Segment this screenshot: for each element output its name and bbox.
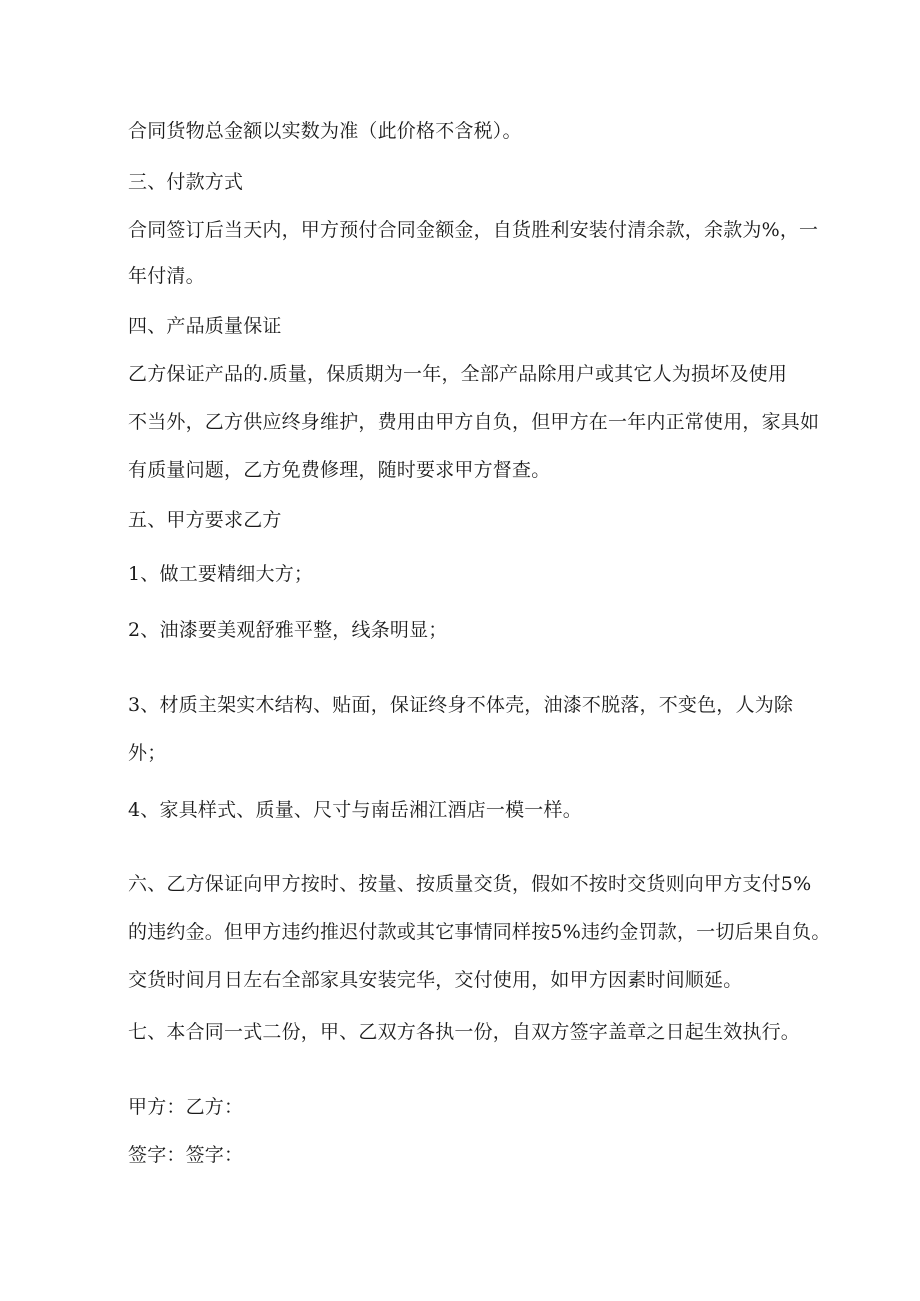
paragraph-total-amount: 合同货物总金额以实数为准（此价格不含税）。 <box>128 120 522 142</box>
heading-payment-method: 三、付款方式 <box>128 171 244 193</box>
paragraph-quality-line-2: 不当外，乙方供应终身维护，费用由甲方自负，但甲方在一年内正常使用，家具如 <box>128 411 820 433</box>
heading-requirements: 五、甲方要求乙方 <box>128 509 282 531</box>
paragraph-delivery-line-2: 的违约金。但甲方违约推迟付款或其它事情同样按5%违约金罚款，一切后果自负。 <box>128 921 831 943</box>
paragraph-payment-line-1: 合同签订后当天内，甲方预付合同金额金，自货胜利安装付清余款，余款为%，一 <box>128 219 819 241</box>
paragraph-delivery-line-1: 六、乙方保证向甲方按时、按量、按质量交货，假如不按时交货则向甲方支付5% <box>128 873 812 895</box>
signature-labels: 签字：签字： <box>128 1144 244 1166</box>
requirement-item-4: 4、家具样式、质量、尺寸与南岳湘江酒店一模一样。 <box>128 799 582 821</box>
paragraph-quality-line-3: 有质量问题，乙方免费修理，随时要求甲方督查。 <box>128 459 551 481</box>
requirement-item-3-line-1: 3、材质主架实木结构、贴面，保证终身不体壳，油漆不脱落，不变色，人为除 <box>128 694 794 716</box>
paragraph-quality-line-1: 乙方保证产品的.质量，保质期为一年，全部产品除用户或其它人为损坏及使用 <box>128 363 788 385</box>
requirement-item-3-line-2: 外； <box>128 742 167 764</box>
requirement-item-1: 1、做工要精细大方； <box>128 563 314 585</box>
paragraph-delivery-line-3: 交货时间月日左右全部家具安装完华，交付使用，如甲方因素时间顺延。 <box>128 969 743 991</box>
requirement-item-2: 2、油漆要美观舒雅平整，线条明显； <box>128 619 448 641</box>
paragraph-payment-line-2: 年付清。 <box>128 265 205 287</box>
party-labels: 甲方：乙方： <box>128 1096 244 1118</box>
paragraph-copies: 七、本合同一式二份，甲、乙双方各执一份，自双方签字盖章之日起生效执行。 <box>128 1021 801 1043</box>
heading-quality-guarantee: 四、产品质量保证 <box>128 315 282 337</box>
